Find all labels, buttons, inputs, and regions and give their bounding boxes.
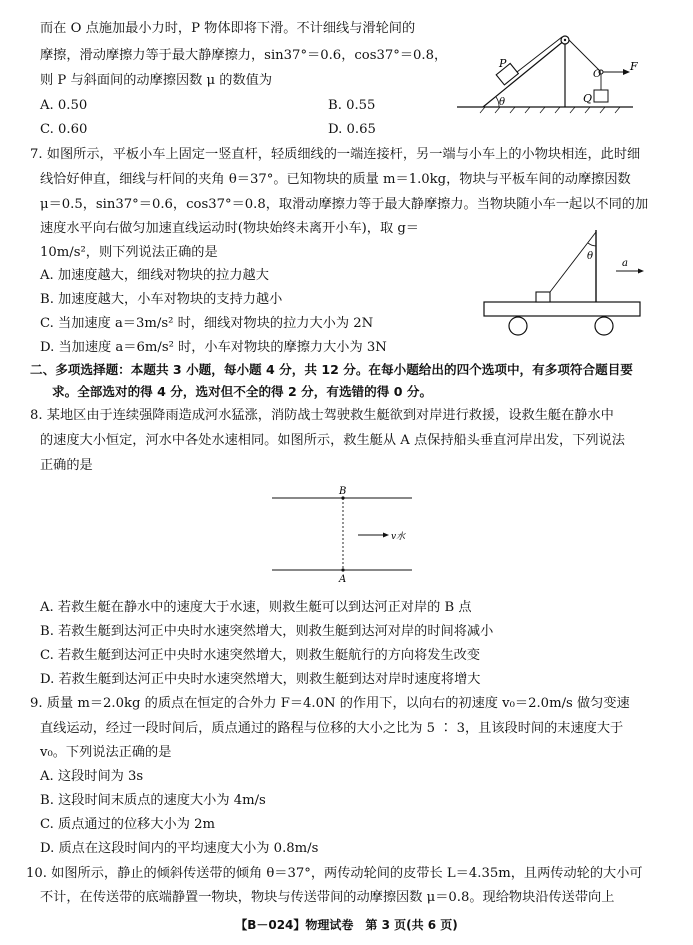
- page-footer: 【B－024】物理试卷 第 3 页(共 6 页): [235, 918, 458, 932]
- q9-line3: v₀。下列说法正确的是: [40, 745, 172, 760]
- q8-option-a: A. 若救生艇在静水中的速度大于水速，则救生艇可以到达河正对岸的 B 点: [40, 600, 472, 615]
- q9-line1: 9. 质量 m＝2.0kg 的质点在恒定的合外力 F＝4.0N 的作用下，以向右的初速度 v₀＝2.0m/s 做匀变速: [30, 696, 630, 711]
- q7-line1: 7. 如图所示，平板小车上固定一竖直杆，轻质细线的一端连接杆，另一端与小车上的小物块相连，此时细: [30, 147, 641, 162]
- q6-option-a: A. 0.50: [40, 98, 88, 113]
- q9-option-a: A. 这段时间为 3s: [40, 769, 144, 784]
- q8-line1: 8. 某地区由于连续强降雨造成河水猛涨，消防战士驾驶救生艇欲到对岸进行救援，设救生艇在静水中: [30, 408, 614, 423]
- q8-fig-water-velocity-label: v水: [391, 532, 406, 542]
- q7-cart-figure: [478, 224, 648, 342]
- q9-option-c: C. 质点通过的位移大小为 2m: [40, 817, 215, 832]
- q8-fig-a-label: A: [339, 574, 347, 585]
- q6-fig-q-label: Q: [583, 92, 593, 105]
- q7-option-a: A. 加速度越大，细线对物块的拉力越大: [40, 268, 269, 283]
- q6-line1: 而在 O 点施加最小力时，P 物体即将下滑。不计细线与滑轮间的: [40, 21, 416, 36]
- q8-line2: 的速度大小恒定，河水中各处水速相同。如图所示，救生艇从 A 点保持船头垂直河岸出发，下列说法: [40, 433, 625, 448]
- q6-option-c: C. 0.60: [40, 122, 88, 137]
- q6-option-d: D. 0.65: [328, 122, 376, 137]
- q7-line5: 10m/s²，则下列说法正确的是: [40, 245, 218, 260]
- q8-river-figure: [266, 484, 426, 586]
- q6-line2: 摩擦，滑动摩擦力等于最大静摩擦力，sin37°＝0.6，cos37°＝0.8，: [40, 48, 448, 63]
- q9-option-b: B. 这段时间末质点的速度大小为 4m/s: [40, 793, 266, 808]
- q7-option-d: D. 当加速度 a＝6m/s² 时，小车对物块的摩擦力大小为 3N: [40, 340, 387, 355]
- q9-option-d: D. 质点在这段时间内的平均速度大小为 0.8m/s: [40, 841, 319, 856]
- q6-fig-o-label: O: [593, 69, 602, 80]
- q6-fig-p-label: P: [499, 57, 507, 70]
- q7-option-c: C. 当加速度 a＝3m/s² 时，细线对物块的拉力大小为 2N: [40, 316, 374, 331]
- q7-option-b: B. 加速度越大，小车对物块的支持力越小: [40, 292, 283, 307]
- q7-line2: 线恰好伸直，细线与杆间的夹角 θ＝37°。已知物块的质量 m＝1.0kg，物块与平板车间的动摩擦因数: [40, 172, 631, 187]
- section2-heading-line1: 二、多项选择题：本题共 3 小题，每小题 4 分，共 12 分。在每小题给出的四个选项中，有多项符合题目要: [30, 362, 633, 377]
- q6-option-b: B. 0.55: [328, 98, 376, 113]
- q7-fig-a-label: a: [622, 258, 628, 269]
- q8-option-d: D. 若救生艇到达河正中央时水速突然增大，则救生艇到达对岸时速度将增大: [40, 672, 481, 687]
- q8-option-b: B. 若救生艇到达河正中央时水速突然增大，则救生艇到达河对岸的时间将减小: [40, 624, 494, 639]
- section2-heading-line2: 求。全部选对的得 4 分，选对但不全的得 2 分，有选错的得 0 分。: [52, 384, 433, 399]
- q7-line4: 速度水平向右做匀加速直线运动时(物块始终未离开小车)，取 g＝: [40, 221, 419, 236]
- q10-line2: 不计，在传送带的底端静置一物块，物块与传送带间的动摩擦因数 μ＝0.8。现给物块沿传送带向上: [40, 890, 615, 905]
- q9-line2: 直线运动，经过一段时间后，质点通过的路程与位移的大小之比为 5 ∶ 3，且该段时间的末速度大于: [40, 721, 624, 736]
- q8-line3: 正确的是: [40, 458, 93, 473]
- q6-incline-pulley-figure: [455, 20, 638, 120]
- q10-line1: 10. 如图所示，静止的倾斜传送带的倾角 θ＝37°，两传动轮间的皮带长 L＝4.35m，且两传动轮的大小可: [26, 866, 643, 881]
- q6-line3: 则 P 与斜面间的动摩擦因数 μ 的数值为: [40, 73, 273, 88]
- q8-fig-b-label: B: [339, 486, 347, 497]
- q7-fig-theta-label: θ: [587, 251, 594, 262]
- q7-line3: μ＝0.5，sin37°＝0.6，cos37°＝0.8，取滑动摩擦力等于最大静摩擦力。当物块随小车一起以不同的加: [40, 197, 649, 212]
- q6-fig-theta-label: θ: [499, 97, 506, 108]
- q8-option-c: C. 若救生艇到达河正中央时水速突然增大，则救生艇航行的方向将发生改变: [40, 648, 481, 663]
- q6-fig-f-label: F: [630, 60, 638, 73]
